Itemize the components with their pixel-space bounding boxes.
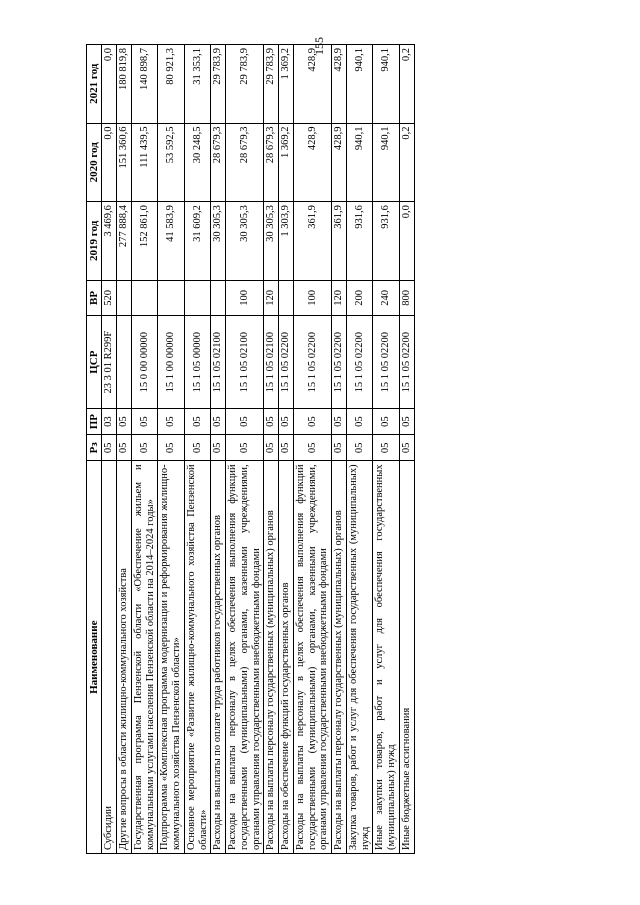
- table-row: [264, 45, 279, 854]
- cell-rz: 05: [131, 435, 158, 461]
- cell-name: Другие вопросы в области жилищно-коммунального хозяйства: [117, 461, 132, 854]
- cell-rz: 05: [399, 435, 414, 461]
- cell-pr: 05: [117, 409, 132, 435]
- cell-2020: 940,1: [373, 123, 400, 202]
- cell-csr: 15 1 05 02200: [293, 316, 331, 409]
- cell-vr: [131, 280, 158, 316]
- cell-name: Государственная программа Пензенской области «Обеспечение жильем и коммунальными услугами населения Пензенской области на 2014–2024 годы»: [131, 461, 158, 854]
- cell-2021: 1 369,2: [279, 45, 294, 124]
- cell-vr: [117, 280, 132, 316]
- cell-name: Расходы на выплаты персоналу в целях обеспечения выполнения функций государственными (муниципальными) органами, казенными учреждениями, органами управления государственными внебюджетными фондами: [293, 461, 331, 854]
- cell-csr: 15 1 05 02200: [399, 316, 414, 409]
- cell-name: Подпрограмма «Комплексная программа модернизации и реформирования жилищно-коммунального хозяйства Пензенской области»: [158, 461, 185, 854]
- cell-vr: 240: [373, 280, 400, 316]
- cell-name: Субсидии: [102, 461, 117, 854]
- cell-rz: 05: [117, 435, 132, 461]
- cell-pr: 03: [102, 409, 117, 435]
- table-row: [293, 45, 331, 854]
- cell-2021: 180 819,8: [117, 45, 132, 124]
- cell-rz: 05: [158, 435, 185, 461]
- cell-rz: 05: [102, 435, 117, 461]
- cell-pr: 05: [131, 409, 158, 435]
- cell-vr: 520: [102, 280, 117, 316]
- header-pr: ПР: [87, 409, 102, 435]
- cell-2019: 0,0: [399, 202, 414, 281]
- page-number: 155: [312, 37, 326, 55]
- cell-pr: 05: [399, 409, 414, 435]
- cell-2019: 41 583,9: [158, 202, 185, 281]
- table-row: [346, 45, 373, 854]
- cell-name: Иные бюджетные ассигнования: [399, 461, 414, 854]
- cell-2021: 29 783,9: [226, 45, 264, 124]
- cell-2020: 0,0: [102, 123, 117, 202]
- table-header-row: [87, 45, 102, 854]
- cell-2021: 0,2: [399, 45, 414, 124]
- cell-rz: 05: [184, 435, 211, 461]
- cell-pr: 05: [279, 409, 294, 435]
- cell-2021: 140 898,7: [131, 45, 158, 124]
- cell-2019: 931,6: [346, 202, 373, 281]
- cell-2021: 29 783,9: [211, 45, 226, 124]
- cell-2021: 428,9: [332, 45, 347, 124]
- table-row: [131, 45, 158, 854]
- cell-csr: 15 1 05 02100: [211, 316, 226, 409]
- cell-2019: 30 305,3: [226, 202, 264, 281]
- cell-2019: 152 861,0: [131, 202, 158, 281]
- header-2019: 2019 год: [87, 202, 102, 281]
- cell-vr: 120: [332, 280, 347, 316]
- header-csr: ЦСР: [87, 316, 102, 409]
- table-row: [226, 45, 264, 854]
- cell-pr: 05: [184, 409, 211, 435]
- cell-2021: 940,1: [373, 45, 400, 124]
- cell-vr: 800: [399, 280, 414, 316]
- cell-2019: 30 305,3: [264, 202, 279, 281]
- rotated-table-container: [86, 44, 552, 854]
- cell-vr: 120: [264, 280, 279, 316]
- cell-2019: 30 305,3: [211, 202, 226, 281]
- header-rz: Рз: [87, 435, 102, 461]
- table-body: [102, 45, 414, 854]
- header-vr: ВР: [87, 280, 102, 316]
- cell-2019: 1 303,9: [279, 202, 294, 281]
- table-row: [211, 45, 226, 854]
- cell-pr: 05: [211, 409, 226, 435]
- cell-2020: 1 369,2: [279, 123, 294, 202]
- cell-2020: 28 679,3: [211, 123, 226, 202]
- cell-2020: 0,2: [399, 123, 414, 202]
- cell-csr: 15 1 05 02200: [346, 316, 373, 409]
- cell-rz: 05: [211, 435, 226, 461]
- cell-pr: 05: [373, 409, 400, 435]
- cell-2021: 428,9: [293, 45, 331, 124]
- cell-2019: 31 609,2: [184, 202, 211, 281]
- cell-rz: 05: [264, 435, 279, 461]
- cell-2021: 31 353,1: [184, 45, 211, 124]
- table-row: [399, 45, 414, 854]
- cell-csr: 15 0 00 00000: [131, 316, 158, 409]
- cell-2019: 3 469,6: [102, 202, 117, 281]
- header-2020: 2020 год: [87, 123, 102, 202]
- cell-rz: 05: [293, 435, 331, 461]
- cell-pr: 05: [226, 409, 264, 435]
- table-row: [184, 45, 211, 854]
- cell-name: Основное мероприятие «Развитие жилищно-коммунального хозяйства Пензенской области»: [184, 461, 211, 854]
- cell-2020: 428,9: [293, 123, 331, 202]
- header-name: Наименование: [87, 461, 102, 854]
- cell-2021: 29 783,9: [264, 45, 279, 124]
- cell-2020: 111 439,5: [131, 123, 158, 202]
- cell-vr: 200: [346, 280, 373, 316]
- cell-vr: 100: [226, 280, 264, 316]
- table-row: [373, 45, 400, 854]
- cell-rz: 05: [373, 435, 400, 461]
- cell-rz: 05: [226, 435, 264, 461]
- cell-2021: 80 921,3: [158, 45, 185, 124]
- cell-2021: 940,1: [346, 45, 373, 124]
- table-row: [279, 45, 294, 854]
- table-row: [117, 45, 132, 854]
- table-row: [102, 45, 117, 854]
- cell-rz: 05: [279, 435, 294, 461]
- cell-csr: 15 1 05 02200: [332, 316, 347, 409]
- cell-pr: 05: [264, 409, 279, 435]
- cell-pr: 05: [332, 409, 347, 435]
- cell-2020: 28 679,3: [264, 123, 279, 202]
- cell-name: Расходы на выплаты персоналу государственных (муниципальных) органов: [264, 461, 279, 854]
- cell-vr: 100: [293, 280, 331, 316]
- cell-rz: 05: [346, 435, 373, 461]
- cell-name: Расходы на выплаты персоналу государственных (муниципальных) органов: [332, 461, 347, 854]
- cell-2019: 931,6: [373, 202, 400, 281]
- table-row: [158, 45, 185, 854]
- cell-csr: 15 1 05 02100: [264, 316, 279, 409]
- budget-table: [86, 44, 415, 854]
- cell-vr: [211, 280, 226, 316]
- cell-pr: 05: [346, 409, 373, 435]
- cell-2020: 151 360,6: [117, 123, 132, 202]
- cell-2020: 428,9: [332, 123, 347, 202]
- cell-csr: 15 1 00 00000: [158, 316, 185, 409]
- cell-2020: 30 248,5: [184, 123, 211, 202]
- cell-name: Расходы на выплаты по оплате труда работников государственных органов: [211, 461, 226, 854]
- cell-rz: 05: [332, 435, 347, 461]
- cell-2020: 53 592,5: [158, 123, 185, 202]
- cell-vr: [184, 280, 211, 316]
- table-row: [332, 45, 347, 854]
- cell-2021: 0,0: [102, 45, 117, 124]
- cell-2020: 940,1: [346, 123, 373, 202]
- header-2021: 2021 год: [87, 45, 102, 124]
- cell-csr: 15 1 05 02100: [226, 316, 264, 409]
- cell-csr: 15 1 05 02200: [279, 316, 294, 409]
- cell-vr: [158, 280, 185, 316]
- cell-name: Иные закупки товаров, работ и услуг для обеспечения государственных (муниципальных) нужд: [373, 461, 400, 854]
- cell-name: Расходы на выплаты персоналу в целях обеспечения выполнения функций государственными (муниципальными) органами, казенными учреждениями, органами управления государственными внебюджетными фондами: [226, 461, 264, 854]
- cell-csr: 23 3 01 R299F: [102, 316, 117, 409]
- cell-name: Закупка товаров, работ и услуг для обеспечения государственных (муниципальных) нужд: [346, 461, 373, 854]
- cell-pr: 05: [293, 409, 331, 435]
- cell-pr: 05: [158, 409, 185, 435]
- cell-2019: 277 888,4: [117, 202, 132, 281]
- cell-name: Расходы на обеспечение функций государственных органов: [279, 461, 294, 854]
- cell-csr: 15 1 05 00000: [184, 316, 211, 409]
- cell-vr: [279, 280, 294, 316]
- cell-2020: 28 679,3: [226, 123, 264, 202]
- cell-csr: [117, 316, 132, 409]
- cell-csr: 15 1 05 02200: [373, 316, 400, 409]
- cell-2019: 361,9: [293, 202, 331, 281]
- cell-2019: 361,9: [332, 202, 347, 281]
